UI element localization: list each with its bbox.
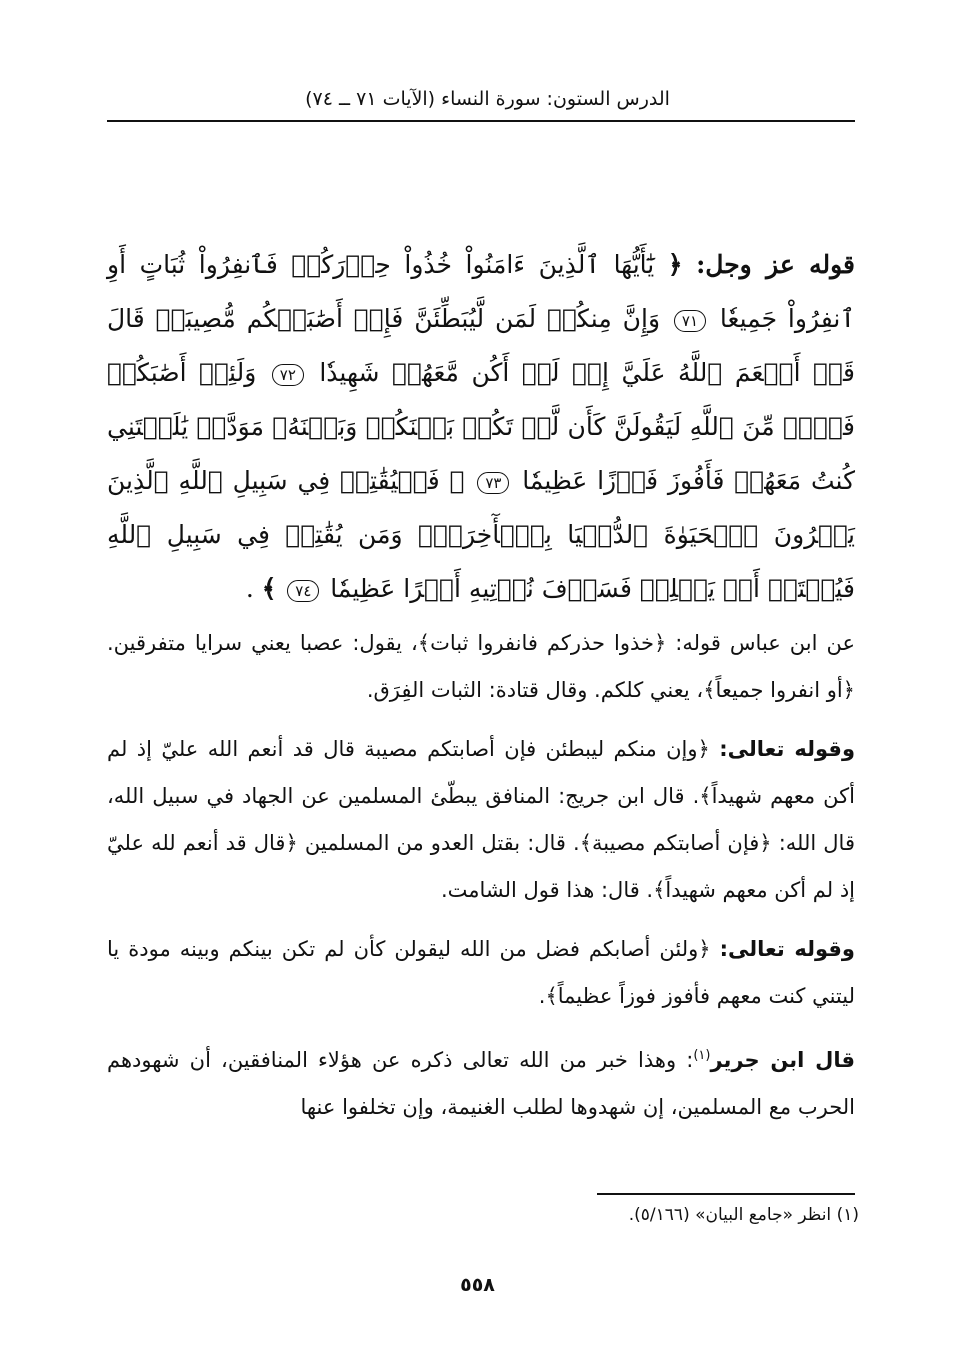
quoted-verse: ﴿أو انفروا جميعاً﴾ (703, 678, 855, 702)
footnote-reference[interactable]: (١) (693, 1048, 711, 1063)
footnote-text: انظر «جامع البيان» (٥/١٦٦). (628, 1205, 832, 1225)
running-header (120, 88, 855, 110)
text-run: . قال ابن جريج: المنافق يبطّئ المسلمين عن الجهاد في سبيل الله، قال الله: (107, 784, 855, 855)
paragraph-ibn-abbas (107, 620, 855, 714)
ornate-open-bracket: ﴿ (667, 250, 683, 279)
ayah-text: يَٰٓأَيُّهَا ٱلَّذِينَ ءَامَنُواْ خُذُواْ حِذۡرَكُمۡ فَٱنفِرُواْ ثُبَاتٍ أَوِ ٱنفِرُواْ جَمِيعٗا (107, 250, 855, 333)
hizb-separator-icon: ۞ (449, 466, 465, 495)
quoted-verse: ﴿قال قد أنعم لله عليّ إذ لم أكن معهم شهيداً﴾ (107, 831, 855, 902)
footnote-rule (597, 1193, 855, 1195)
paragraph-ibn-jurayj (107, 726, 855, 914)
quran-passage (107, 238, 855, 616)
quoted-verse: ﴿وإن منكم ليبطئن فإن أصابتكم مصيبة قال قد أنعم الله عليّ إذ لم أكن معهم شهيداً﴾ (107, 737, 855, 808)
quoted-verse: ﴿خذوا حذركم فانفروا ثبات﴾ (417, 631, 667, 655)
ayah-text: وَإِنَّ مِنكُمۡ لَمَن لَّيُبَطِّئَنَّ فَإِنۡ أَصَٰبَتۡكُم مُّصِيبَةٞ قَالَ قَدۡ أَنۡعَمَ ٱللَّهُ عَلَيَّ إِذۡ لَمۡ أَكُن مَّعَهُمۡ شَهِيدٗا (107, 304, 855, 387)
text-run: ، يعني كلكم. وقال قتادة: الثبات الفِرَق. (366, 678, 704, 702)
quoted-verse: ﴿فإن أصابتكم مصيبة﴾ (579, 831, 772, 855)
lead-phrase: وقوله تعالى: (719, 737, 855, 761)
quoted-verse: ﴿ولئن أصابكم فضل من الله ليقولن كأن لم تكن بينكم وبينه مودة يا ليتني كنت معهم فأفوز فوزاً عظيماً﴾ (107, 937, 855, 1008)
paragraph-verse-73 (107, 926, 855, 1020)
footnote (107, 1205, 859, 1225)
text-run: عن ابن عباس قوله: (675, 631, 855, 655)
ayah-number-marker: ٧٣ (477, 472, 509, 494)
lead-phrase: وقوله تعالى: (719, 937, 855, 961)
text-run: . قال: بقتل العدو من المسلمين (304, 831, 580, 855)
header-title: الدرس الستون: سورة النساء (الآيات ٧١ ــ ٧٤) (305, 88, 670, 110)
header-rule (107, 120, 855, 122)
text-run: . (538, 984, 546, 1008)
ayah-text: فَلۡيُقَٰتِلۡ فِي سَبِيلِ ٱللَّهِ ٱلَّذِينَ يَشۡرُونَ ٱلۡحَيَوٰةَ ٱلدُّنۡيَا بِٱلۡأٓخِرَةِۚ وَمَن يُقَٰتِلۡ فِي سَبِيلِ ٱللَّهِ فَيُقۡتَلۡ أَوۡ يَغۡلِبۡ فَسَوۡفَ نُؤۡتِيهِ أَجۡرًا عَظِيمٗا (107, 466, 855, 603)
text-run: : وهذا خبر من الله تعالى ذكره عن هؤلاء المنافقين، أن شهودهم الحرب مع المسلمين، إن شهدوها لطلب الغنيمة، وإن تخلفوا عنها (107, 1048, 855, 1119)
paragraph-ibn-jarir (107, 1032, 855, 1131)
ayah-number-marker: ٧٢ (272, 364, 304, 386)
lead-phrase: قال ابن جرير (710, 1048, 856, 1072)
page-number: ٥٥٨ (460, 1274, 495, 1296)
ayah-text: وَلَئِنۡ أَصَٰبَكُمۡ فَضۡلٞ مِّنَ ٱللَّهِ لَيَقُولَنَّ كَأَن لَّمۡ تَكُنۢ بَيۡنَكُمۡ وَبَيۡنَهُۥ مَوَدَّةٞ يَٰلَيۡتَنِي كُنتُ مَعَهُمۡ فَأَفُوزَ فَوۡزًا عَظِيمٗا (107, 358, 856, 495)
text-run: ، يقول: عصبا يعني سرايا متفرقين. (107, 631, 418, 655)
period: . (245, 574, 254, 603)
main-text (107, 238, 855, 1143)
quran-intro: قوله عز وجل: (696, 250, 855, 279)
ayah-number-marker: ٧٤ (287, 580, 319, 602)
footnote-number: (١) (836, 1205, 859, 1225)
ornate-close-bracket: ﴾ (261, 574, 277, 603)
ayah-number-marker: ٧١ (674, 310, 706, 332)
text-run: . قال: هذا قول الشامت. (440, 878, 654, 902)
